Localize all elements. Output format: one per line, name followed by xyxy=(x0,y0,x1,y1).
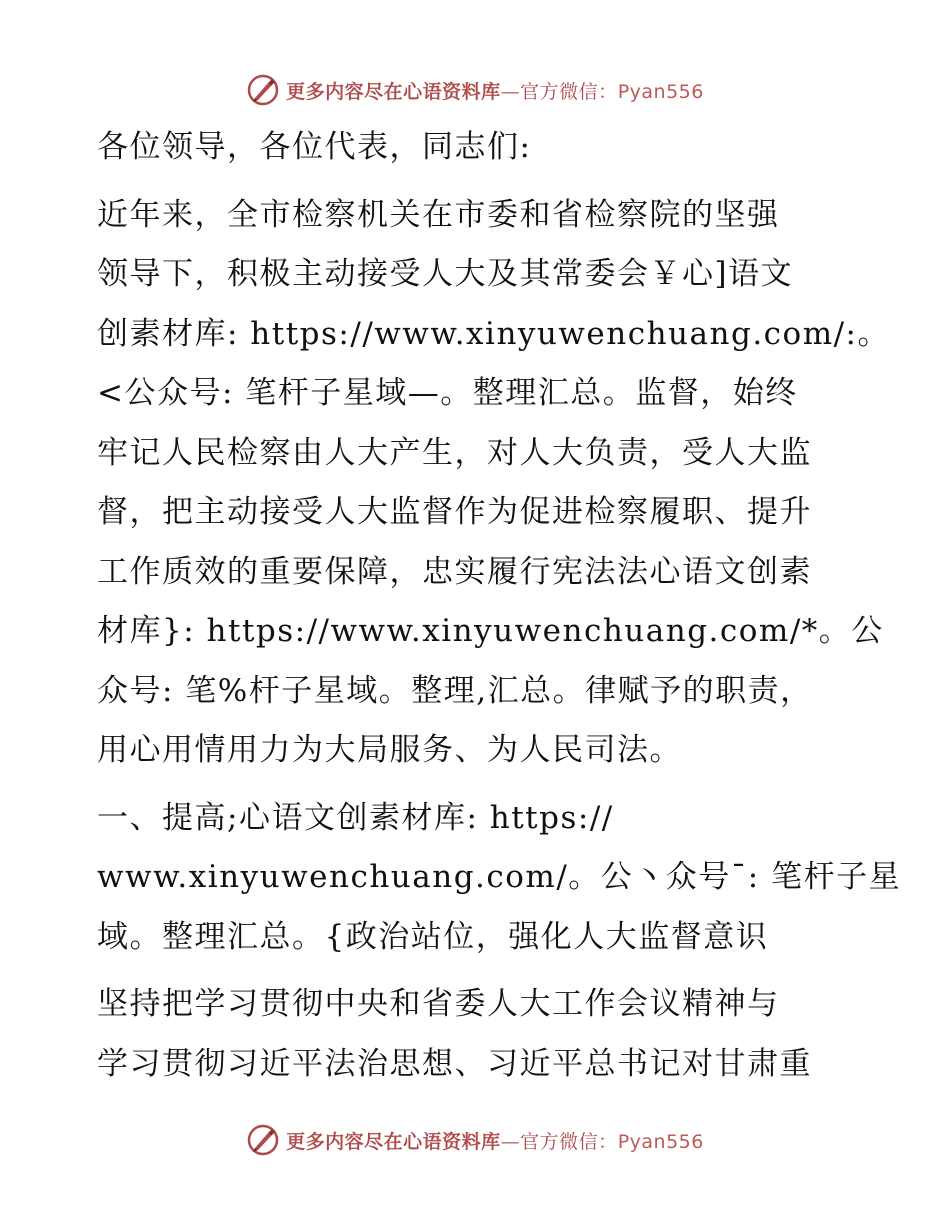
watermark-main: 更多内容尽在心语资料库 xyxy=(286,1130,501,1153)
text-line: 材库}: https://www.xinyuwenchuang.com/*。公 xyxy=(97,613,884,649)
watermark-separator: — xyxy=(500,80,521,103)
text-line: 牢记人民检察由人大产生，对人大负责，受人大监 xyxy=(97,434,812,471)
paragraph-greeting xyxy=(97,118,857,178)
watermark-text xyxy=(286,1127,704,1154)
text-line: 用心用情用力为大局服务、为人民司法。 xyxy=(97,732,682,768)
watermark-label: 官方微信： xyxy=(520,1130,618,1153)
paragraph-section-one xyxy=(97,789,902,968)
watermark-text xyxy=(286,77,704,104)
text-line: 近年来，全市检察机关在市委和省检察院的坚强 xyxy=(97,196,780,233)
pen-logo-icon xyxy=(246,1123,280,1157)
header-watermark xyxy=(0,70,950,110)
text-line: 学习贯彻习近平法治思想、习近平总书记对甘肃重 xyxy=(97,1045,812,1082)
text-line: 一、提高;心语文创素材库: https:// xyxy=(97,799,614,836)
text-line: <公众号: 笔杆子星域—。整理汇总。监督，始终 xyxy=(97,375,798,411)
document-body xyxy=(97,118,902,1094)
watermark-account: Pyan556 xyxy=(617,80,704,103)
text-line: 众号: 笔%杆子星域。整理,汇总。律赋予的职责， xyxy=(97,672,813,709)
text-line: 域。整理汇总。{政治站位，强化人大监督意识 xyxy=(97,918,769,955)
text-line: 各位领导，各位代表，同志们: xyxy=(97,129,532,165)
watermark-main: 更多内容尽在心语资料库 xyxy=(286,80,501,103)
text-line: 领导下，积极主动接受人大及其常委会￥心]语文 xyxy=(97,256,794,292)
text-line: 坚持把学习贯彻中央和省委人大工作会议精神与 xyxy=(97,986,780,1022)
watermark-account: Pyan556 xyxy=(617,1130,704,1153)
watermark-label: 官方微信： xyxy=(520,80,618,103)
text-line: 督，把主动接受人大监督作为促进检察履职、提升 xyxy=(97,494,812,530)
text-line: www.xinyuwenchuang.com/。公丶众号¯: 笔杆子星 xyxy=(97,859,902,895)
watermark-separator: — xyxy=(500,1130,521,1153)
text-line: 工作质效的重要保障，忠实履行宪法法心语文创素 xyxy=(97,553,812,590)
paragraph-body xyxy=(97,975,857,1094)
text-line: 创素材库: https://www.xinyuwenchuang.com/:。 xyxy=(97,315,890,352)
pen-logo-icon xyxy=(246,73,280,107)
paragraph-intro xyxy=(97,186,890,781)
footer-watermark xyxy=(0,1120,950,1160)
